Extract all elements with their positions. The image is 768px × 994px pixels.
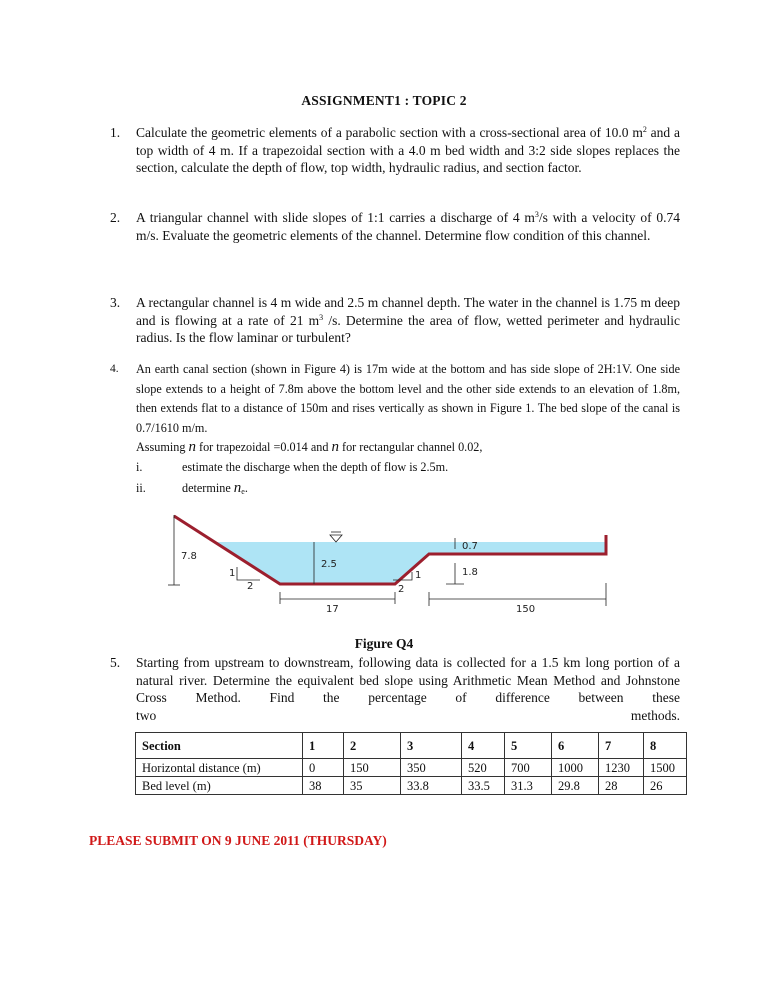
question-number: 2. [110, 210, 121, 225]
label-depth: 2.5 [321, 559, 337, 570]
question-text: Starting from upstream to downstream, following data is collected for a 1.5 km long portion of a natural river. Determine the equivalent bed slope using Arithmetic Mean Method and Johnstone Cross Method. Find the percentage of difference between these two methods. [136, 655, 680, 723]
table-cell: 38 [303, 777, 344, 795]
submission-deadline: PLEASE SUBMIT ON 9 JUNE 2011 (THURSDAY) [89, 833, 387, 848]
table-cell: 700 [505, 759, 552, 777]
table-cell: 1230 [599, 759, 644, 777]
table-header-cell: 7 [599, 733, 644, 759]
sub-item-ii: ii. determine $n_e$. [136, 479, 248, 496]
question-3 [110, 294, 680, 347]
channel-cross-section-figure [150, 505, 620, 617]
label-right-slope-v: 1 [415, 570, 422, 581]
table-cell: 0 [303, 759, 344, 777]
question-1 [110, 124, 680, 177]
figure-caption: Figure Q4 [354, 636, 414, 651]
table-cell: Horizontal distance (m) [136, 759, 303, 777]
question-text: A rectangular channel is 4 m wide and 2.5 m channel depth. The water in the channel is 1.75 m deep and is flowing at a rate of 21 $m^3$ /s. Determine the area of flow, wetted perimeter and hydraulic radius. Is the flow laminar or turbulent? [136, 295, 680, 345]
table-cell: 31.3 [505, 777, 552, 795]
label-step-height: 1.8 [462, 567, 478, 578]
table-cell: 35 [344, 777, 401, 795]
table-header-cell: 4 [462, 733, 505, 759]
label-flat-width: 150 [516, 604, 536, 615]
water-surface-symbol [330, 535, 342, 542]
table-cell: 29.8 [552, 777, 599, 795]
question-text: An earth canal section (shown in Figure 4) is 17m wide at the bottom and has side slope of 2H:1V. One side slope extends to a height of 7.8m above the bottom level and the other side extends to an elevation of 1.8m, then extends flat to a distance of 150m and rises vertically as shown in Figure 1. The bed slope of the canal is 0.7/1610 m/m. Assuming n for trapezoidal =0.014 and n for rectangular channel 0.02, i. estimate the discharge when the depth of flow is 2.5m. ii. determine $n_e$. [136, 360, 680, 500]
table-cell: 33.5 [462, 777, 505, 795]
water-area [217, 541, 606, 584]
label-left-slope-v: 1 [229, 568, 236, 579]
table-cell: 150 [344, 759, 401, 777]
table-header-cell: 3 [401, 733, 462, 759]
label-left-height: 7.8 [181, 551, 197, 562]
table-header-cell: 2 [344, 733, 401, 759]
table-cell: 350 [401, 759, 462, 777]
table-cell: 26 [644, 777, 687, 795]
question-2 [110, 209, 680, 244]
table-row [136, 759, 687, 777]
table-cell: 33.8 [401, 777, 462, 795]
page-title: ASSIGNMENT1 : TOPIC 2 [301, 93, 467, 108]
table-cell: Bed level (m) [136, 777, 303, 795]
question-number: 4. [110, 363, 119, 375]
question-text: A triangular channel with slide slopes of 1:1 carries a discharge of 4 $m^3/s$ with a velocity of 0.74 m/s. Evaluate the geometric elements of the channel. Determine flow condition of this channel. [136, 210, 680, 243]
question-5 [110, 654, 680, 724]
table-cell: 1500 [644, 759, 687, 777]
table-row [136, 777, 687, 795]
sub-item-i: i. estimate the discharge when the depth of flow is 2.5m. [136, 459, 449, 474]
question-number: 3. [110, 295, 121, 310]
table-header-row [136, 733, 687, 759]
question-text: Calculate the geometric elements of a parabolic section with a cross-sectional area of 10.0 $m^2$ and a top width of 4 m. If a trapezoidal section with a 4.0 m bed width and 3:2 side slopes replaces the section, calculate the depth of flow, top width, hydraulic radius, and section factor. [136, 125, 680, 175]
table-header-cell: 5 [505, 733, 552, 759]
table-header-cell: Section [136, 733, 303, 759]
table-header-cell: 6 [552, 733, 599, 759]
question-number: 1. [110, 125, 121, 140]
label-freeboard: 0.7 [462, 541, 478, 552]
label-left-slope-h: 2 [247, 581, 254, 592]
question-4 [110, 360, 680, 500]
table-cell: 520 [462, 759, 505, 777]
river-data-table [135, 732, 687, 795]
label-right-slope-h: 2 [398, 584, 405, 595]
question-number: 5. [110, 655, 121, 670]
table-cell: 1000 [552, 759, 599, 777]
label-bottom-width: 17 [326, 604, 339, 615]
table-cell: 28 [599, 777, 644, 795]
table-header-cell: 1 [303, 733, 344, 759]
assumption-line: Assuming n for trapezoidal =0.014 and n for rectangular channel 0.02, [136, 439, 483, 455]
table-header-cell: 8 [644, 733, 687, 759]
